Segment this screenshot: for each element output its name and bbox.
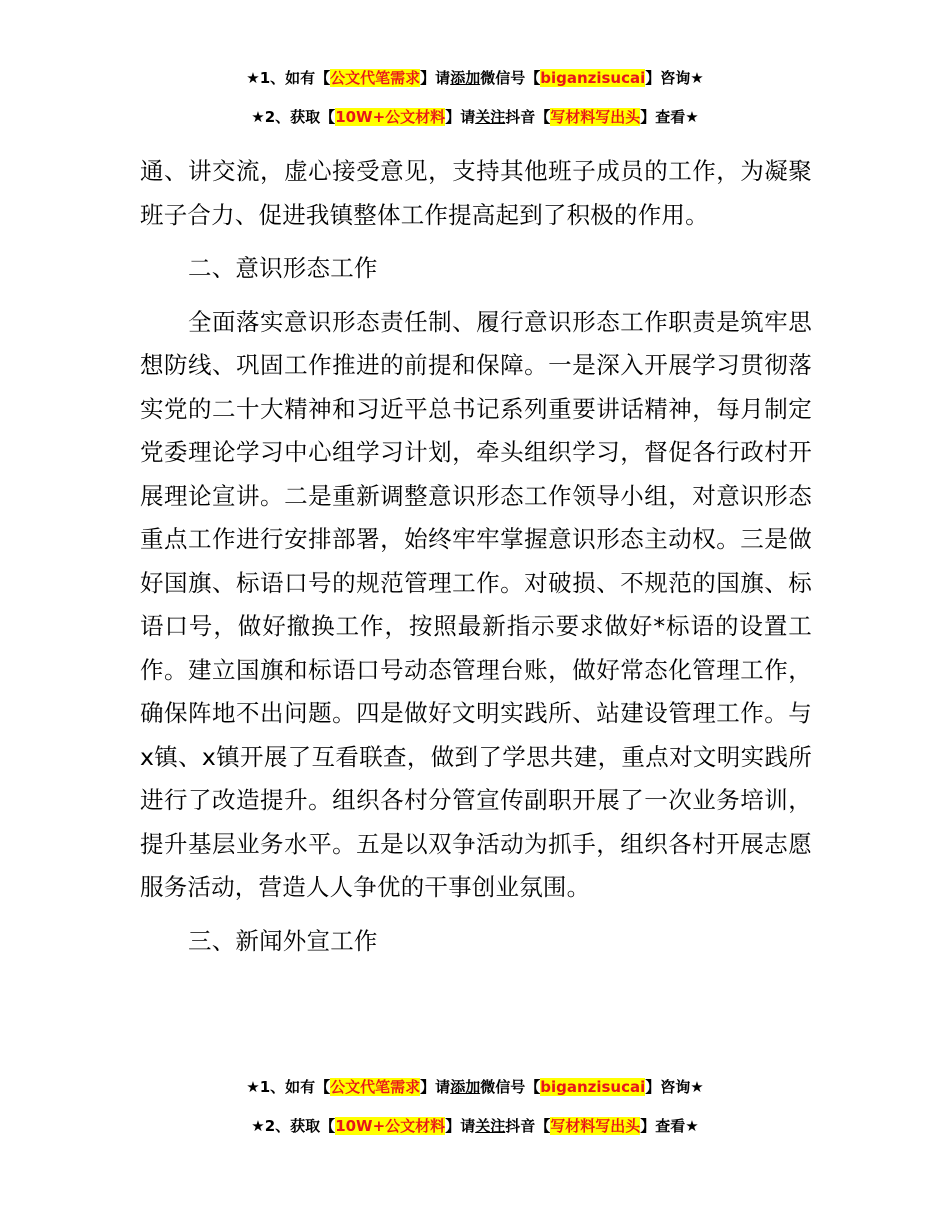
banner-highlight-douyin-id: 写材料写出头: [550, 108, 641, 126]
banner-text: ★2、获取【: [251, 1117, 336, 1135]
banner-highlight-service: 公文代笔需求: [330, 69, 421, 87]
footer-banner-line-1: [0, 1076, 950, 1098]
banner-text: ★1、如有【: [246, 69, 331, 87]
banner-text: ★2、获取【: [251, 108, 336, 126]
document-body: [140, 150, 812, 963]
banner-text: 微信号【: [480, 69, 541, 87]
footer-banner-line-2: [0, 1115, 950, 1137]
banner-text: 抖音【: [505, 108, 551, 126]
banner-highlight-materials: 10W+公文材料: [335, 1117, 446, 1135]
section-heading-3: 三、新闻外宣工作: [188, 926, 378, 955]
banner-emphasis: 关注: [475, 108, 506, 126]
banner-highlight-douyin-id: 写材料写出头: [550, 1117, 641, 1135]
banner-highlight-service: 公文代笔需求: [330, 1078, 421, 1096]
header-banner-line-1: [0, 67, 950, 89]
banner-highlight-wechat-id: biganzisucai: [540, 69, 646, 87]
banner-text: 】请: [445, 108, 476, 126]
banner-text: 】咨询★: [645, 1078, 704, 1096]
section-heading-2: 二、意识形态工作: [188, 254, 378, 282]
banner-text: 】咨询★: [645, 69, 704, 87]
continuation-paragraph: 通、讲交流，虚心接受意见，支持其他班子成员的工作，为凝聚班子合力、促进我镇整体工作提高起到了积极的作用。: [140, 157, 812, 229]
banner-emphasis: 添加: [450, 1078, 481, 1096]
header-banner-line-2: [0, 106, 950, 128]
body-paragraph: 全面落实意识形态责任制、履行意识形态工作职责是筑牢思想防线、巩固工作推进的前提和保障。一是深入开展学习贯彻落实党的二十大精神和习近平总书记系列重要讲话精神，每月制定党委理论学习中心组学习计划，牵头组织学习，督促各行政村开展理论宣讲。二是重新调整意识形态工作领导小组，对意识形态重点工作进行安排部署，始终牢牢掌握意识形态主动权。三是做好国旗、标语口号的规范管理工作。对破损、不规范的国旗、标语口号，做好撤换工作，按照最新指示要求做好*标语的设置工作。建立国旗和标语口号动态管理台账，做好常态化管理工作，确保阵地不出问题。四是做好文明实践所、站建设管理工作。与x镇、x镇开展了互看联查，做到了学思共建，重点对文明实践所进行了改造提升。组织各村分管宣传副职开展了一次业务培训，提升基层业务水平。五是以双争活动为抓手，组织各村开展志愿服务活动，营造人人争优的干事创业氛围。: [140, 307, 812, 901]
banner-highlight-materials: 10W+公文材料: [335, 108, 446, 126]
banner-emphasis: 添加: [450, 69, 481, 87]
banner-text: 】请: [420, 69, 451, 87]
banner-text: 】查看★: [640, 108, 699, 126]
banner-highlight-wechat-id: biganzisucai: [540, 1078, 646, 1096]
banner-text: 微信号【: [480, 1078, 541, 1096]
banner-text: 】查看★: [640, 1117, 699, 1135]
banner-emphasis: 关注: [475, 1117, 506, 1135]
banner-text: 抖音【: [505, 1117, 551, 1135]
banner-text: ★1、如有【: [246, 1078, 331, 1096]
banner-text: 】请: [420, 1078, 451, 1096]
banner-text: 】请: [445, 1117, 476, 1135]
